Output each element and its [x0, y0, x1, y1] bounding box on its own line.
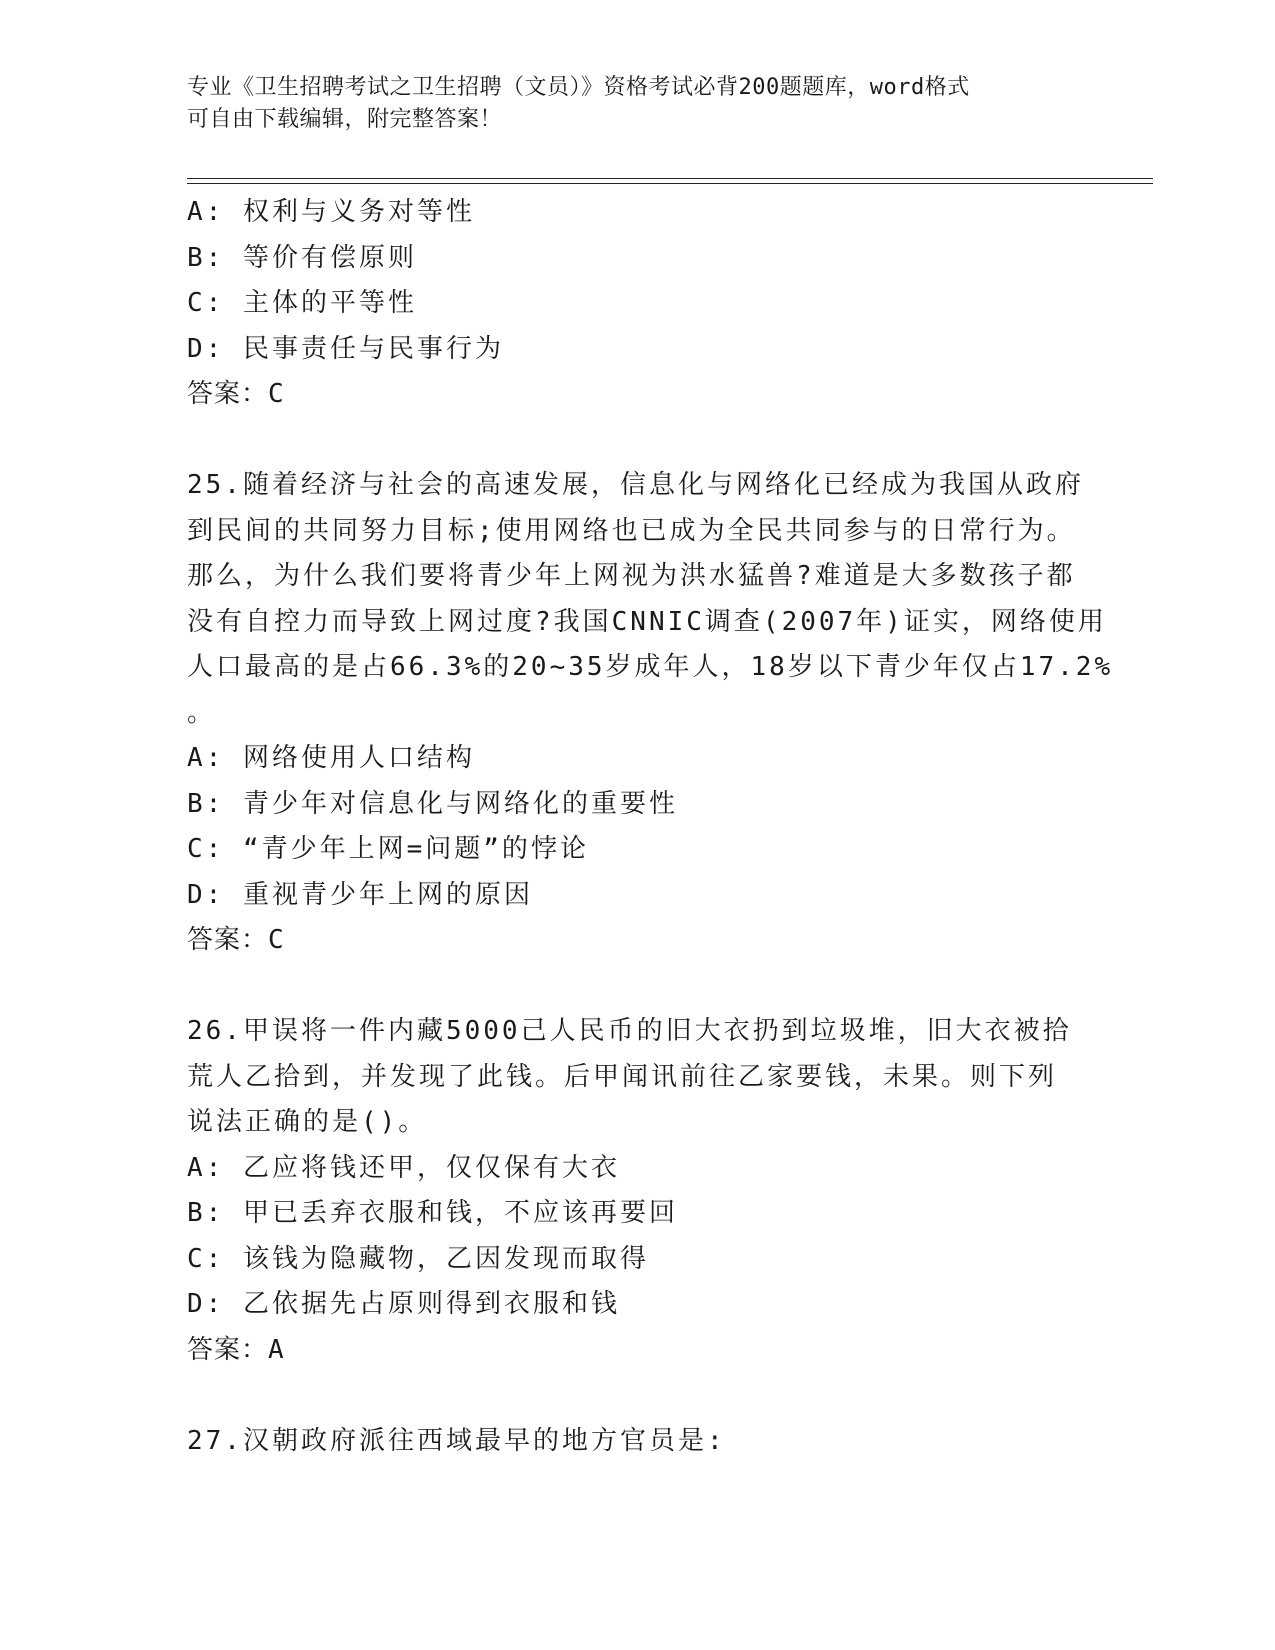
- header-line-1: 专业《卫生招聘考试之卫生招聘（文员）》资格考试必背200题题库，word格式: [187, 75, 970, 100]
- option-c: C: “青少年上网=问题”的悖论: [187, 834, 589, 864]
- header-line-2: 可自由下载编辑，附完整答案！: [187, 107, 503, 132]
- question-text-line: 26.甲误将一件内藏5000己人民币的旧大衣扔到垃圾堆，旧大衣被拾: [187, 1016, 1072, 1046]
- option-b: B: 等价有偿原则: [187, 242, 417, 273]
- option-d: D: 乙依据先占原则得到衣服和钱: [187, 1289, 620, 1319]
- question-26: [187, 1009, 1107, 1373]
- question-text-line: 。: [187, 697, 217, 728]
- question-text-line: 荒人乙拾到，并发现了此钱。后甲闻讯前往乙家要钱，未果。则下列: [187, 1061, 1058, 1092]
- option-c: C: 主体的平等性: [187, 288, 417, 318]
- answer: 答案：A: [187, 1334, 285, 1365]
- option-a: A: 乙应将钱还甲，仅仅保有大衣: [187, 1152, 620, 1183]
- header-rule-bottom: [187, 183, 1153, 184]
- question-25: [187, 463, 1114, 964]
- spacer: [187, 1373, 1107, 1419]
- question-text-line: 没有自控力而导致上网过度?我国CNNIC调查(2007年)证实，网络使用: [187, 606, 1107, 637]
- document-header: [187, 72, 1087, 136]
- option-a: A: 权利与义务对等性: [187, 197, 475, 227]
- header-rule-top: [187, 178, 1153, 179]
- option-c: C: 该钱为隐藏物，乙因发现而取得: [187, 1243, 649, 1274]
- option-b: B: 青少年对信息化与网络化的重要性: [187, 788, 678, 819]
- spacer: [187, 964, 1107, 1010]
- question-text-line: 25.随着经济与社会的高速发展，信息化与网络化已经成为我国从政府: [187, 470, 1084, 500]
- answer: 答案：C: [187, 379, 285, 409]
- option-b: B: 甲已丢弃衣服和钱，不应该再要回: [187, 1198, 678, 1228]
- option-a: A: 网络使用人口结构: [187, 743, 475, 773]
- answer: 答案：C: [187, 925, 285, 955]
- question-text-line: 那么，为什么我们要将青少年上网视为洪水猛兽?难道是大多数孩子都: [187, 561, 1076, 591]
- question-27: [187, 1419, 1107, 1465]
- document-body: [187, 190, 1114, 1464]
- question-24: [187, 190, 1107, 418]
- question-text-line: 人口最高的是占66.3%的20~35岁成年人，18岁以下青少年仅占17.2%: [187, 652, 1114, 682]
- option-d: D: 民事责任与民事行为: [187, 333, 504, 364]
- question-text-line: 说法正确的是()。: [187, 1107, 428, 1137]
- option-d: D: 重视青少年上网的原因: [187, 879, 533, 910]
- spacer: [187, 418, 1107, 464]
- question-text-line: 27.汉朝政府派往西域最早的地方官员是:: [187, 1425, 726, 1456]
- question-text-line: 到民间的共同努力目标;使用网络也已成为全民共同参与的日常行为。: [187, 515, 1076, 546]
